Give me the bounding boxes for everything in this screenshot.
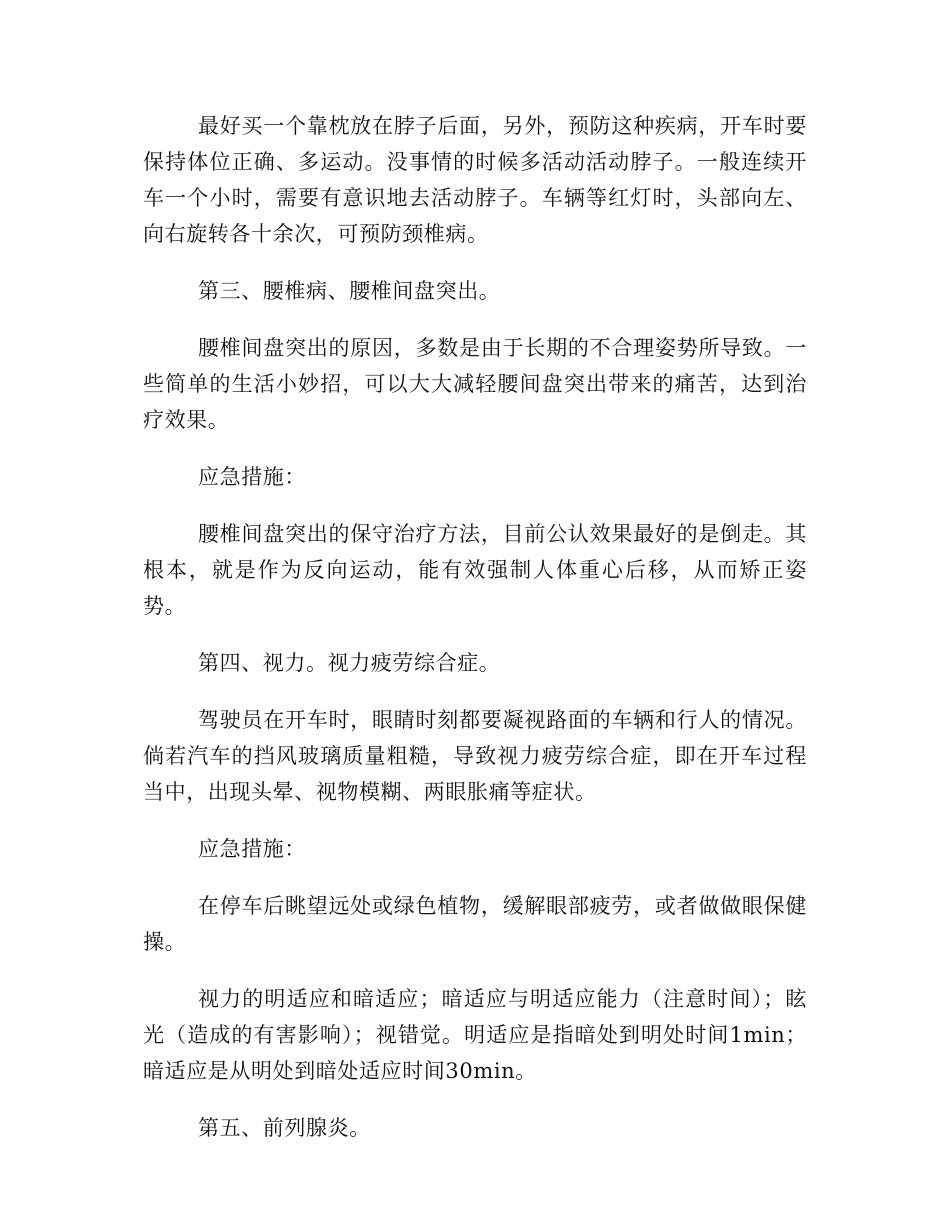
heading-lumbar: 第三、腰椎病、腰椎间盘突出。: [198, 279, 501, 303]
heading-emergency-measures: 应急措施：: [198, 465, 306, 489]
heading-prostatitis: 第五、前列腺炎。: [198, 1116, 371, 1140]
paragraph-vision-relief: 在停车后眺望远处或绿色植物，缓解眼部疲劳，或者做做眼保健操。: [143, 894, 807, 954]
document-body: [143, 108, 807, 1167]
paragraph-cervical-prevention: 最好买一个靠枕放在脖子后面，另外，预防这种疾病，开车时要保持体位正确、多运动。没事情的时候多活动活动脖子。一般连续开车一个小时，需要有意识地去活动脖子。车辆等红灯时，头部向左、向右旋转各十余次，可预防颈椎病。: [143, 114, 807, 246]
paragraph-vision-cause: 驾驶员在开车时，眼睛时刻都要凝视路面的车辆和行人的情况。倘若汽车的挡风玻璃质量粗糙，导致视力疲劳综合症，即在开车过程当中，出现头晕、视物模糊、两眼胀痛等症状。: [143, 708, 807, 804]
paragraph-lumbar-cause: 腰椎间盘突出的原因，多数是由于长期的不合理姿势所导致。一些简单的生活小妙招，可以大大减轻腰间盘突出带来的痛苦，达到治疗效果。: [143, 336, 807, 432]
heading-emergency-measures: 应急措施：: [198, 837, 306, 861]
paragraph-light-adaptation: 视力的明适应和暗适应；暗适应与明适应能力（注意时间）；眩光（造成的有害影响）；视错觉。明适应是指暗处到明处时间1min；暗适应是从明处到暗处适应时间30min。: [143, 987, 807, 1083]
heading-vision: 第四、视力。视力疲劳综合症。: [198, 651, 501, 675]
paragraph-lumbar-treatment: 腰椎间盘突出的保守治疗方法，目前公认效果最好的是倒走。其根本，就是作为反向运动，能有效强制人体重心后移，从而矫正姿势。: [143, 522, 807, 618]
